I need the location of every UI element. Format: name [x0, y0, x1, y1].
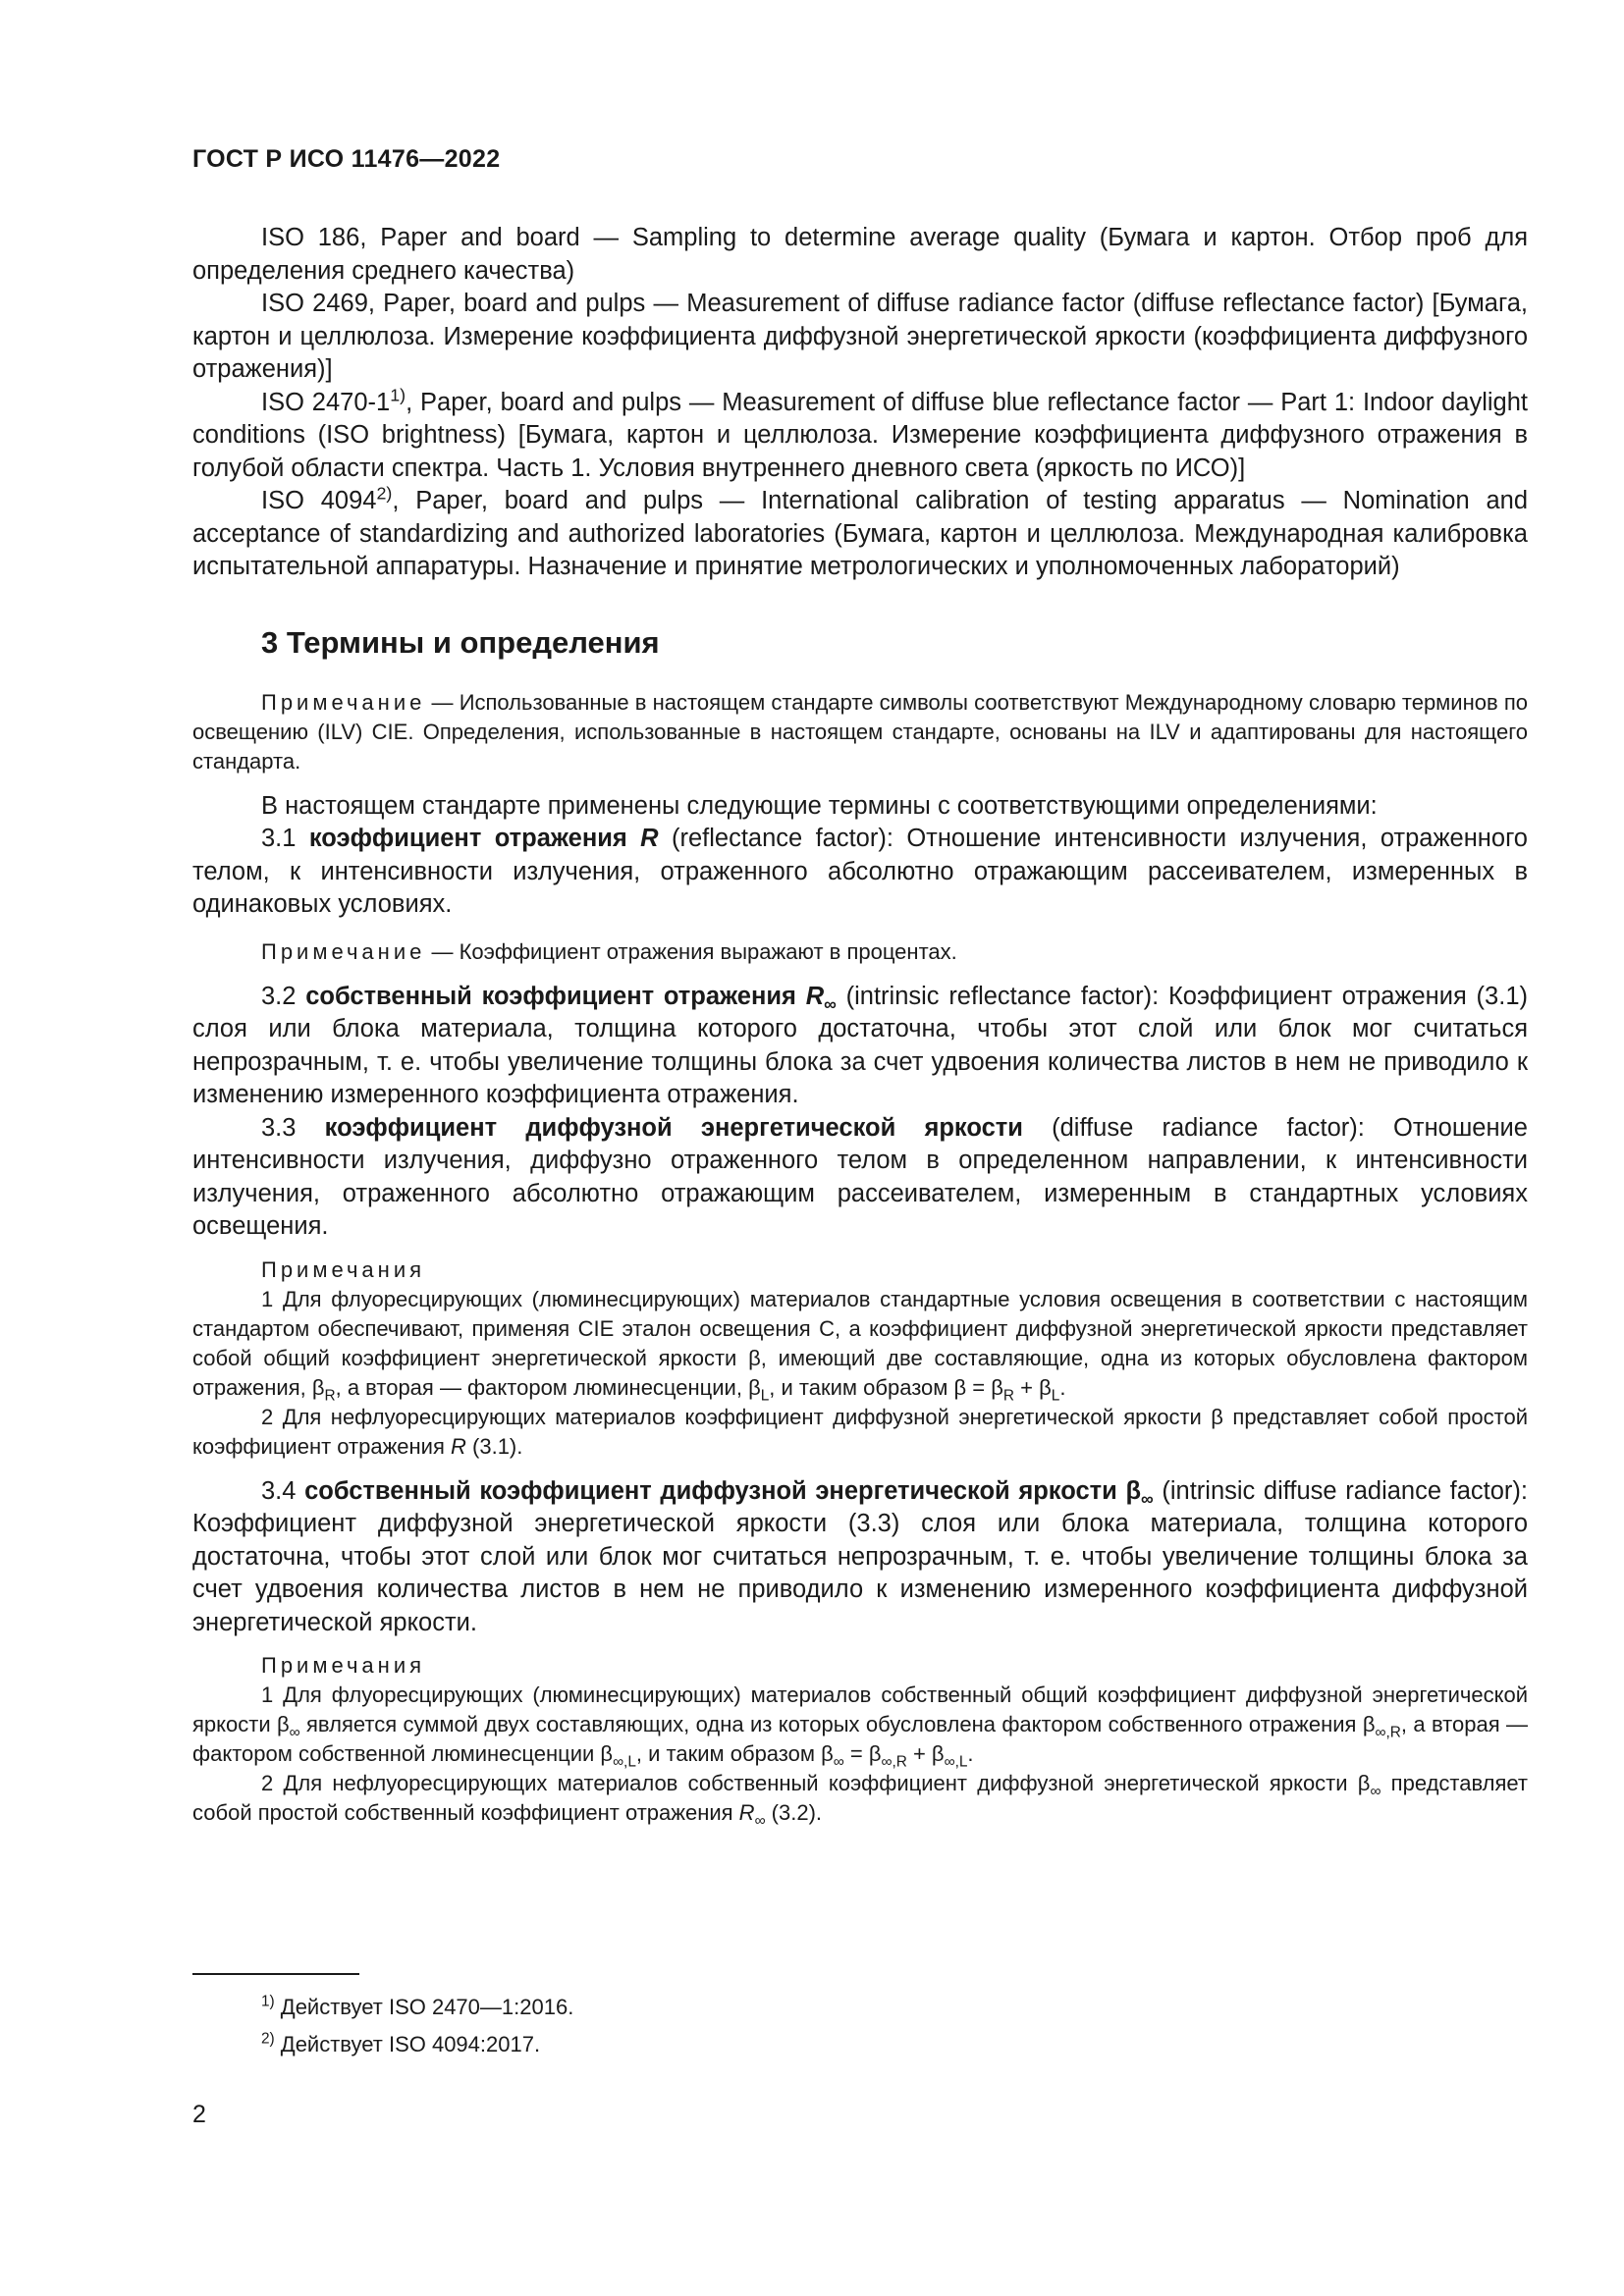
- reference-iso-2470-1: ISO 2470-1$^{1)}$, Paper, board and pulps — Measurement of diffuse blue reflectance factor — Part 1: Indoor daylight conditions (ISO brightness) [Бумага, картон и целлюлоза. Измерение коэффициента диффузного отражения в голубой области спектра. Часть 1. Условия внутреннего дневного света (яркость по ИСО)]: [192, 385, 1528, 482]
- section-note: Примечание — Использованные в настоящем стандарте символы соответствуют Международному словарю терминов по освещению (ILV) CIE. Определения, использованные в настоящем стандарте, основаны на ILV и адаптированы для настоящего стандарта.: [192, 689, 1528, 774]
- term-3-2: 3.2 собственный коэффициент отражения $R_\infty$ (intrinsic reflectance factor): Коэффициент отражения (3.1) слоя или блока материала, толщина которого достаточна, чтобы этот слой или блок мог считаться непрозрачным, т. е. чтобы увеличение толщины блока за счет удвоения количества листов в нем не приводило к изменению измеренного коэффициента отражения.: [192, 982, 1528, 1108]
- section-intro: В настоящем стандарте применены следующие термины с соответствующими определениями:: [261, 791, 1378, 820]
- footnote-divider: [192, 1973, 359, 1975]
- term-3-3: 3.3 коэффициент диффузной энергетической яркости (diffuse radiance factor): Отношение интенсивности излучения, диффузно отраженного телом в определенном направлении, к интенсивности излучения, отраженного абсолютно отражающим рассеивателем, измеренным в стандартных условиях освещения.: [192, 1113, 1528, 1240]
- page-content: [192, 222, 1528, 1828]
- term-3-3-notes-label: Примечания: [261, 1256, 426, 1282]
- reference-iso-4094: ISO 4094$^{2)}$, Paper, board and pulps — International calibration of testing apparatus — Nomination and acceptance of standardizing and authorized laboratories (Бумага, картон и целлюлоза. Международная калибровка испытательной аппаратуры. Назначение и принятие метрологических и уполномоченных лабораторий): [192, 483, 1528, 580]
- reference-iso-186: ISO 186, Paper and board — Sampling to determine average quality (Бумага и картон. Отбор проб для определения среднего качества): [192, 224, 1529, 285]
- reference-iso-2469: ISO 2469, Paper, board and pulps — Measurement of diffuse radiance factor (diffuse reflectance factor) [Бумага, картон и целлюлоза. Измерение коэффициента диффузной энергетической яркости (коэффициента диффузного отражения)]: [192, 290, 1528, 383]
- term-3-1-note: Примечание — Коэффициент отражения выражают в процентах.: [261, 938, 957, 964]
- section-title: 3 Термины и определения: [261, 624, 660, 660]
- footnote-1: $^{1)}$ Действует ISO 2470—1:2016.: [261, 1993, 574, 2019]
- term-3-4-notes-label: Примечания: [261, 1653, 426, 1678]
- footnotes: [192, 1973, 978, 2063]
- term-3-4-note-2: 2 Для нефлуоресцирующих материалов собственный коэффициент диффузной энергетической яркости $\beta_\infty$ представляет собой простой собственный коэффициент отражения $R_\infty$ (3.2).: [192, 1771, 1528, 1830]
- page-number: 2: [192, 2101, 206, 2128]
- footnote-ref: 1): [390, 385, 406, 404]
- document-header: ГОСТ Р ИСО 11476—2022: [192, 145, 501, 173]
- term-3-4: 3.4 собственный коэффициент диффузной энергетической яркости $\beta_\infty$ (intrinsic diffuse radiance factor): Коэффициент диффузной энергетической яркости (3.3) слоя или блока материала, толщина которого достаточна, чтобы этот слой или блок мог считаться непрозрачным, т. е. чтобы увеличение толщины блока за счет удвоения количества листов в нем не приводило к изменению измеренного коэффициента диффузной энергетической яркости.: [192, 1476, 1528, 1636]
- term-3-1: 3.1 коэффициент отражения R (reflectance factor): Отношение интенсивности излучения, отраженного телом, к интенсивности излучения, отраженного абсолютно отражающим рассеивателем, измеренных в одинаковых условиях.: [192, 825, 1528, 918]
- term-3-4-note-1: 1 Для флуоресцирующих (люминесцирующих) материалов собственный общий коэффициент диффузной энергетической яркости $\beta_\infty$ является суммой двух составляющих, одна из которых обусловлена фактором собственного отражения $\beta_{\infty,R}$, а вторая — фактором собственной люминесценции $\beta_{\infty,L}$, и таким образом $\beta_\infty = \beta_{\infty,R} + \beta_{\infty,L}$.: [192, 1682, 1528, 1771]
- footnote-2: $^{2)}$ Действует ISO 4094:2017.: [261, 2030, 541, 2056]
- term-3-3-note-2: 2 Для нефлуоресцирующих материалов коэффициент диффузной энергетической яркости β представляет собой простой коэффициент отражения R (3.1).: [192, 1404, 1528, 1459]
- term-3-3-note-1: 1 Для флуоресцирующих (люминесцирующих) материалов стандартные условия освещения в соответствии с настоящим стандартом обеспечивают, применяя CIE эталон освещения C, а коэффициент диффузной энергетической яркости представляет собой общий коэффициент энергетической яркости β, имеющий две составляющие, одна из которых обусловлена фактором отражения, $\beta_R$, а вторая — фактором люминесценции, $\beta_L$, и таким образом $\beta = \beta_R + \beta_L$.: [192, 1286, 1528, 1404]
- footnote-ref: 2): [376, 483, 393, 504]
